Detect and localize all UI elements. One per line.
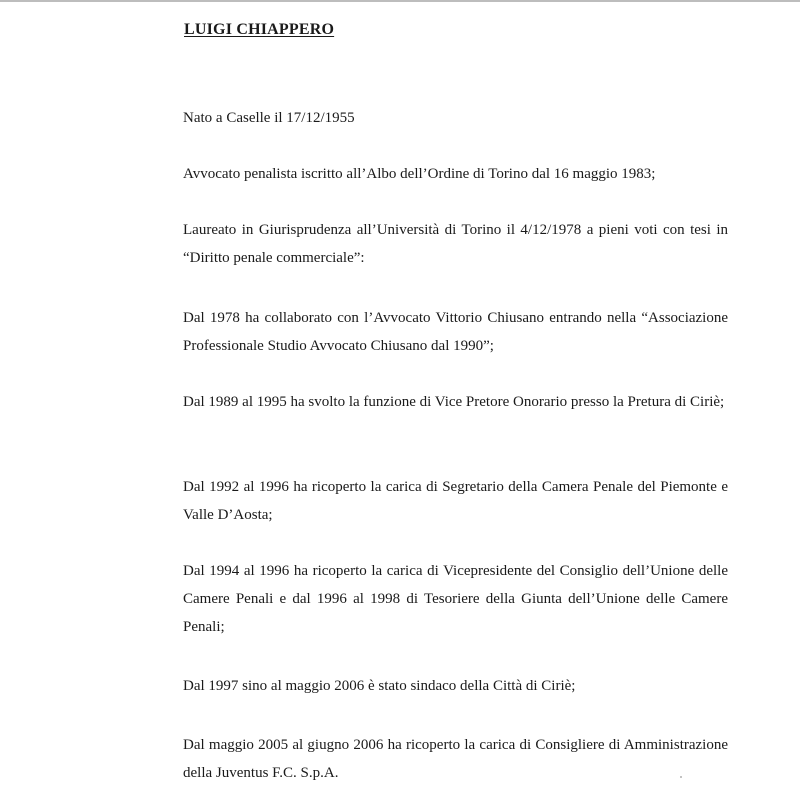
paragraph-juventus: Dal maggio 2005 al giugno 2006 ha ricoperto la carica di Consigliere di Amministrazione della Juventus F.C. S.p.A. [183, 737, 728, 781]
scan-speck [680, 776, 682, 778]
paragraph-vice-pretore: Dal 1989 al 1995 ha svolto la funzione di Vice Pretore Onorario presso la Pretura di Ciriè; [183, 394, 725, 410]
paragraph-collaboration: Dal 1978 ha collaborato con l’Avvocato Vittorio Chiusano entrando nella “Associazione Professionale Studio Avvocato Chiusano dal 1990”; [183, 310, 728, 354]
paragraph-birth: Nato a Caselle il 17/12/1955 [183, 110, 355, 126]
paragraph-bar-registration: Avvocato penalista iscritto all’Albo dell’Ordine di Torino dal 16 maggio 1983; [183, 166, 656, 182]
paragraph-segretario: Dal 1992 al 1996 ha ricoperto la carica di Segretario della Camera Penale del Piemonte e Valle D’Aosta; [183, 479, 728, 523]
document-title: LUIGI CHIAPPERO [184, 21, 335, 38]
paragraph-vicepresidente: Dal 1994 al 1996 ha ricoperto la carica di Vicepresidente del Consiglio dell’Unione delle Camere Penali e dal 1996 al 1998 di Tesoriere della Giunta dell’Unione delle Camere Penali; [183, 563, 728, 635]
paragraph-sindaco: Dal 1997 sino al maggio 2006 è stato sindaco della Città di Ciriè; [183, 678, 576, 694]
paragraph-degree: Laureato in Giurisprudenza all’Università di Torino il 4/12/1978 a pieni voti con tesi in “Diritto penale commerciale”: [183, 222, 728, 266]
